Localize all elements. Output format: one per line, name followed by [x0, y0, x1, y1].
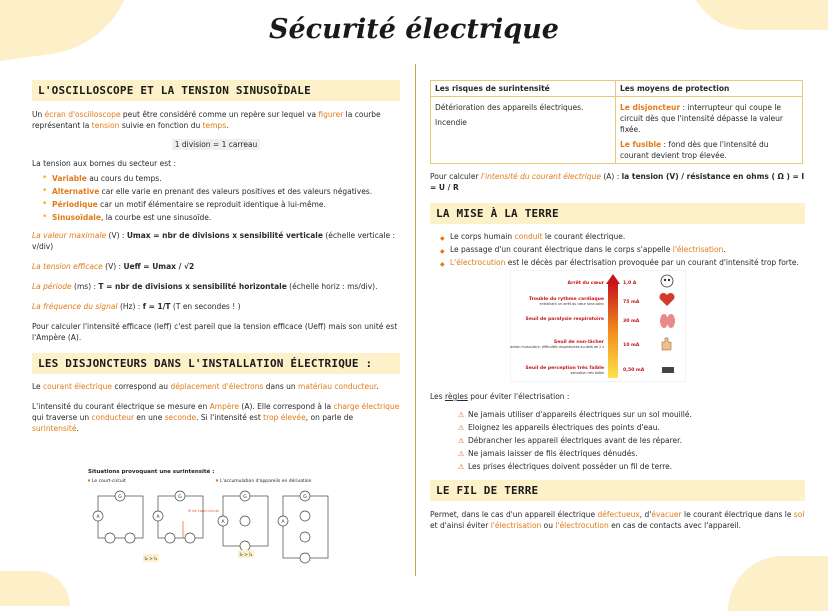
- scale-sub: contraction musculaire, difficultés respiratoires au-delà de 2 s: [510, 345, 604, 349]
- scale-value: 1,0 A: [623, 281, 637, 286]
- list-item: • Sinusoïdale, la courbe est une sinusoïde.: [52, 212, 400, 223]
- scale-label: Seuil de non-lâcher: [553, 340, 604, 345]
- paragraph-secteur: La tension aux bornes du secteur est :: [32, 159, 177, 168]
- scale-label: Seuil de paralysie respiratoire: [525, 317, 604, 322]
- plug-icon: [662, 367, 674, 373]
- page-title: Sécurité électrique: [269, 14, 559, 45]
- terre-list: [430, 231, 805, 268]
- decor-blob: [0, 571, 70, 606]
- table-cell: Le disjoncteur : interrupteur qui coupe le circuit dès que l'intensité dépasse la valeur fixée. Le fusible : fond dès que l'intensité du courant devient trop élevée.: [616, 97, 803, 164]
- column-divider: [415, 64, 416, 576]
- formula-umax: La valeur maximale (V) : Umax = nbr de divisions x sensibilité verticale (échelle verticale : v/div): [32, 231, 396, 251]
- list-item: ⚠ Ne jamais laisser de fils électriques dénudés.: [468, 448, 805, 459]
- scale-value: 75 mA: [623, 300, 640, 305]
- scale-sub: entraînant un arrêt du cœur sans soins: [539, 302, 604, 306]
- svg-text:A: A: [281, 520, 285, 525]
- surintensite-circuits-figure: [88, 466, 348, 568]
- formula-frequence: La fréquence du signal (Hz) : f = 1/T (T en secondes ! ): [32, 302, 241, 311]
- section-heading-oscilloscope: L'OSCILLOSCOPE ET LA TENSION SINUSOÏDALE: [32, 80, 400, 101]
- section-heading-disjoncteurs: LES DISJONCTEURS DANS L'INSTALLATION ÉLECTRIQUE :: [32, 353, 400, 374]
- figure-subtitle: L'accumulation d'appareils en dérivation: [220, 479, 312, 484]
- rules-section: [430, 391, 805, 531]
- formula-periode: La période (ms) : T = nbr de divisions x sensibilité horizontale (échelle horiz : ms/div).: [32, 282, 378, 291]
- svg-text:G: G: [178, 495, 182, 500]
- scale-sub: sensation très faible: [570, 371, 604, 375]
- list-item: ⚠ Les prises électriques doivent posséder un fil de terre.: [468, 461, 805, 472]
- list-item: ◆ Le corps humain conduit le courant électrique.: [450, 231, 805, 242]
- risk-table: [430, 80, 803, 164]
- left-column: [32, 80, 400, 434]
- list-item: • Variable au cours du temps.: [52, 173, 400, 184]
- formula-intensite: Pour calculer l'intensité du courant électrique (A) : la tension (V) / résistance en ohms ( Ω ) = I = U / R: [430, 172, 805, 192]
- paragraph-ieff: Pour calculer l'intensité efficace (Ieff) c'est pareil que la tension efficace (Ueff) mais son unité est l'Ampère (A).: [32, 322, 398, 342]
- division-note: 1 division = 1 carreau: [32, 139, 400, 150]
- scale-label: Trouble du rythme cardiaque: [528, 297, 604, 302]
- right-column: [430, 80, 805, 272]
- list-item: ⚠ Débrancher les appareil électriques avant de les réparer.: [468, 435, 805, 446]
- figure-note: fil de court-circuit: [188, 509, 219, 513]
- section-heading-terre: LA MISE À LA TERRE: [430, 203, 805, 224]
- paragraph-fil-de-terre: Permet, dans le cas d'un appareil électrique défectueux, d'évacuer le courant électrique dans le sol et d'ainsi éviter l'électrisation ou l'électrocution en cas de contacts avec l'appareil.: [430, 510, 805, 530]
- svg-text:G: G: [118, 495, 122, 500]
- list-item: ◆ L'électrocution est le décès par électrisation provoquée par un courant d'intensité trop forte.: [450, 257, 805, 268]
- scale-value: 0,50 mA: [623, 368, 645, 373]
- formula-ueff: La tension efficace (V) : Ueff = Umax / √2: [32, 262, 195, 271]
- table-header: Les risques de surintensité: [431, 81, 616, 97]
- danger-scale-figure: [510, 270, 686, 382]
- figure-caption: I₂ > I₁: [239, 553, 253, 558]
- list-item: • Alternative car elle varie en prenant des valeurs positives et des valeurs négatives.: [52, 186, 400, 197]
- paragraph-courant: Le courant électrique correspond au déplacement d'électrons dans un matériau conducteur.: [32, 382, 379, 391]
- tension-properties-list: [32, 173, 400, 223]
- section-heading-fil-de-terre: LE FIL DE TERRE: [430, 480, 805, 501]
- figure-caption: I₂ > I₁: [144, 557, 158, 562]
- list-item: ⚠ Eloignez les appareils électriques des points d'eau.: [468, 422, 805, 433]
- svg-text:G: G: [303, 495, 307, 500]
- list-item: • Périodique car un motif élémentaire se reproduit identique à lui-même.: [52, 199, 400, 210]
- list-item: ◆ Le passage d'un courant électrique dans le corps s'appelle l'électrisation.: [450, 244, 805, 255]
- rules-list: [430, 409, 805, 472]
- svg-text:A: A: [221, 520, 225, 525]
- decor-blob: [728, 556, 828, 611]
- paragraph-oscilloscope: Un écran d'oscilloscope peut être considéré comme un repère sur lequel va figurer la courbe représentant la tension suivie en fonction du temps.: [32, 110, 381, 130]
- scale-value: 30 mA: [623, 319, 640, 324]
- scale-label: Seuil de perception très faible: [525, 366, 604, 371]
- table-cell: Détérioration des appareils électriques. Incendie: [431, 97, 616, 164]
- svg-text:G: G: [243, 495, 247, 500]
- list-item: ⚠ Ne jamais utiliser d'appareils électriques sur un sol mouillé.: [468, 409, 805, 420]
- figure-subtitle: Le court-circuit: [92, 479, 126, 484]
- figure-title: Situations provoquant une surintensité :: [88, 469, 215, 475]
- rules-intro: Les règles pour éviter l'électrisation :: [430, 392, 570, 401]
- svg-text:A: A: [96, 515, 100, 520]
- skull-icon: [661, 275, 673, 287]
- scale-value: 10 mA: [623, 343, 640, 348]
- table-header: Les moyens de protection: [616, 81, 803, 97]
- paragraph-intensite: L'intensité du courant électrique se mesure en Ampère (A). Elle correspond à la charge électrique qui traverse un conducteur en une seconde. Si l'intensité est trop élevée, on parle de surintensité.: [32, 402, 400, 433]
- scale-label: Arrêt du cœur: [567, 281, 604, 286]
- svg-text:A: A: [156, 515, 160, 520]
